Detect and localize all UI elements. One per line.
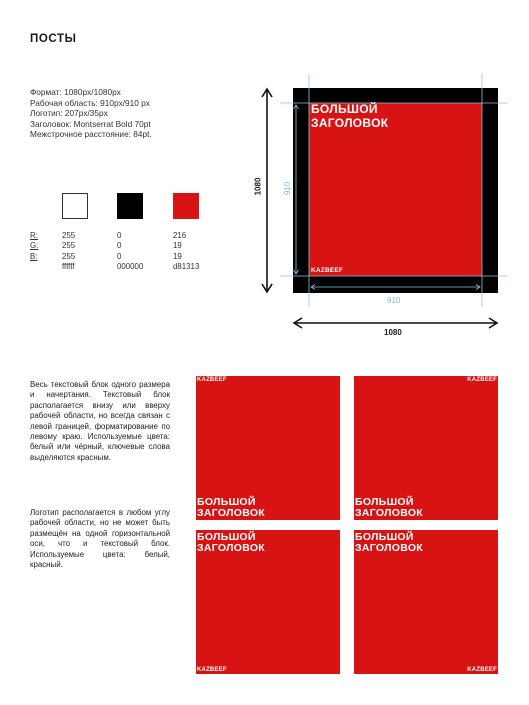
tile-logo: KAZBEEF xyxy=(197,377,227,383)
inner-width-label: 910 xyxy=(387,296,401,305)
tile-headline-line2: ЗАГОЛОВОК xyxy=(355,507,424,519)
white-values xyxy=(62,231,75,273)
spec-list xyxy=(30,87,152,140)
black-values xyxy=(117,231,143,273)
example-post-bottom-right xyxy=(354,530,498,674)
spec-format: Формат: 1080px/1080px xyxy=(30,87,121,97)
black-b: 0 xyxy=(117,251,122,261)
spec-work-area: Рабочая область: 910px/910 px xyxy=(30,97,150,108)
diagram-headline-line1: БОЛЬШОЙ xyxy=(311,102,378,116)
tile-headline xyxy=(355,497,423,519)
black-g: 0 xyxy=(117,241,122,251)
tile-headline-line2: ЗАГОЛОВОК xyxy=(197,507,266,519)
inner-height-label: 910 xyxy=(283,181,293,196)
spec-line-spacing: Межстрочное расстояние: 84pt. xyxy=(30,129,152,140)
text-block-rules: Весь текстовый блок одного размера и начертания. Текстовый блок располагается внизу или вверху рабочей области, но всегда связан с левой границей, форматирование по левому краю. Используемые цвета: белый или чёрный, ключевые слова выделяются красным. xyxy=(30,380,170,462)
tile-logo: KAZBEEF xyxy=(467,377,497,383)
swatch-red xyxy=(173,193,199,219)
red-g: 19 xyxy=(173,241,182,251)
diagram-headline-line2: ЗАГОЛОВОК xyxy=(311,115,389,130)
red-b: 19 xyxy=(173,251,182,261)
tile-headline xyxy=(355,532,423,554)
label-g: G: xyxy=(30,241,39,251)
tile-headline-line1: БОЛЬШОЙ xyxy=(355,496,414,508)
red-r: 216 xyxy=(173,231,187,240)
example-post-bottom-left xyxy=(196,530,340,674)
tile-headline-line1: БОЛЬШОЙ xyxy=(197,531,256,543)
tile-headline-line1: БОЛЬШОЙ xyxy=(197,496,256,508)
tile-headline xyxy=(197,497,265,519)
label-b: B: xyxy=(30,251,38,261)
outer-width-label: 1080 xyxy=(384,328,402,337)
spec-heading: Заголовок: Montserrat Bold 70pt xyxy=(30,118,151,129)
tile-headline-line2: ЗАГОЛОВОК xyxy=(355,542,424,554)
example-post-top-left xyxy=(196,376,340,520)
format-diagram xyxy=(250,72,510,347)
white-b: 255 xyxy=(62,251,76,261)
tile-logo: KAZBEEF xyxy=(467,667,497,673)
tile-headline-line1: БОЛЬШОЙ xyxy=(355,531,414,543)
black-hex: 000000 xyxy=(117,262,144,272)
page-title: ПОСТЫ xyxy=(30,33,77,45)
label-r: R: xyxy=(30,231,38,240)
tile-headline xyxy=(197,532,265,554)
red-values xyxy=(173,231,199,273)
diagram-logo: KAZBEEF xyxy=(311,267,344,274)
black-r: 0 xyxy=(117,231,122,240)
rgb-labels xyxy=(30,231,38,262)
white-r: 255 xyxy=(62,231,76,240)
white-g: 255 xyxy=(62,241,76,251)
swatch-white xyxy=(62,193,88,219)
spec-logo: Логотип: 207px/35px xyxy=(30,108,108,119)
tile-logo: KAZBEEF xyxy=(197,667,227,673)
tile-headline-line2: ЗАГОЛОВОК xyxy=(197,542,266,554)
logo-rules: Логотип располагается в любом углу рабочей области, но не может быть размещён на одной горизонтальной оси, что и текстовый блок. Используемые цвета: белый, красный. xyxy=(30,508,170,570)
diagram-headline xyxy=(311,103,388,130)
example-post-top-right xyxy=(354,376,498,520)
red-hex: d81313 xyxy=(173,262,200,272)
outer-height-label: 1080 xyxy=(253,177,263,196)
white-hex: ffffff xyxy=(62,262,75,272)
swatch-black xyxy=(117,193,143,219)
